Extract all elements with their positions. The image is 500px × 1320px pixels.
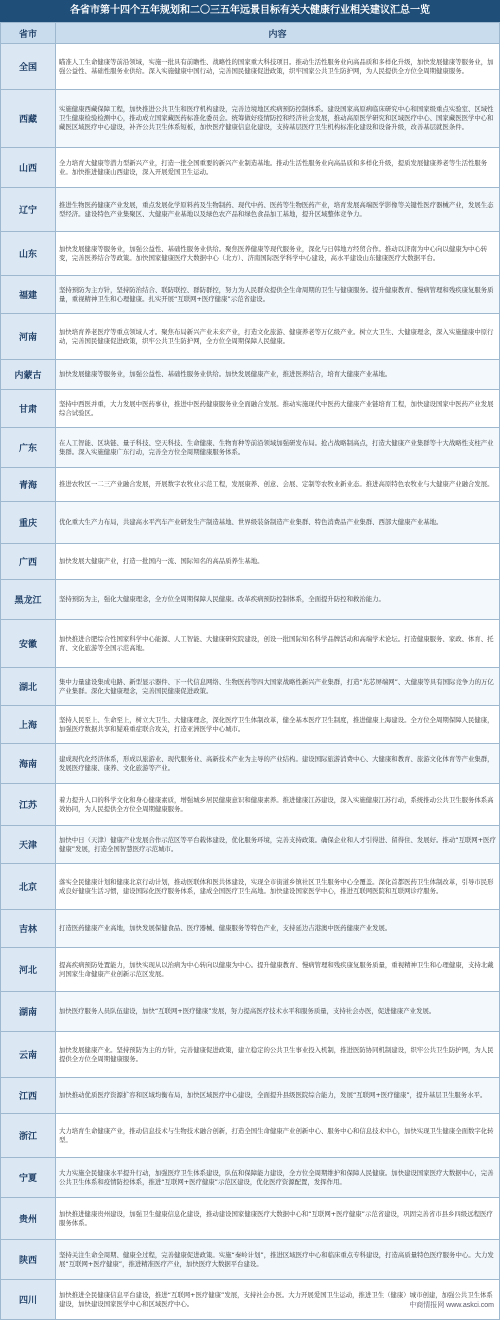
row-province: 河北 [1,948,56,992]
table-row [1,1158,500,1198]
header-province: 省市 [1,23,56,44]
table-row [1,188,500,232]
row-content: 加快发展健康等服务业，加强公益性、基础性服务业供给。聚焦医养健康等现代服务业，深化与日韩地方经贸合作。推动以济南为中心向以健康为中心转变，完善医养结合等政策。加快国家健康医疗大数据中心（北方）、济南国际医学科学中心建设，高水平建设山东健康医疗大数据平台。 [56,232,500,276]
row-content: 在人工智能、区块链、量子科技、空天科技、生命健康、生物育种等前沿领域加强研发布局。抢占战略制高点，打造大健康产业集群等十大战略性支柱产业集群。深入实施健康广东行动，完善全方位全周期健康服务体系。 [56,428,500,468]
row-content: 实施健康西藏保障工程，加快推进公共卫生和医疗机构建设，完善边境地区疾病预防控制体系。建设国家高原病临床研究中心和国家级重点实验室、区域性卫生健康检验检测中心，推动成立国家藏医药标准化委员会。统筹做好疫情防控和经济社会发展，推动高原医学研究和区域医疗中心、国家藏医医学中心和藏医区域医疗中心建设，补齐公共卫生体系短板，加快医疗健康信息化建设，支持基层医疗卫生机构标准化建设和设备升级，改善基层就医条件。 [56,90,500,148]
table-row [1,360,500,390]
row-province: 福建 [1,276,56,314]
row-content: 加快发展大健康产业，打造一批国内一流、国际知名的高品质养生基地。 [56,544,500,580]
row-content: 打造医药健康产业高地，加快发展保健食品、医疗器械、健康服务等特色产业，支持延边吉港澳中医药健康产业发展。 [56,910,500,948]
row-content: 坚持预防为主方针，坚持防治结合、联防联控、群防群控，努力为人民群众提供全生命周期的卫生与健康服务。提升健康教育、慢病管理和残疾康复服务质量，重视精神卫生和心理健康。扎实开展“互联网+医疗健康”示范省建设。 [56,276,500,314]
row-province: 浙江 [1,1114,56,1158]
row-province: 辽宁 [1,188,56,232]
row-province: 贵州 [1,1198,56,1240]
row-province: 江苏 [1,784,56,826]
row-province: 宁夏 [1,1158,56,1198]
row-content: 建成现代化经济体系，形成以旅游业、现代服务业、高新技术产业为主导的产业结构。建设国际旅游消费中心、大健康和教育、旅游文化体育等产业集群，发展医疗健康、康养、文化旅游等产业。 [56,744,500,784]
table-row [1,1114,500,1158]
row-province: 重庆 [1,502,56,544]
row-content: 提高疾病预防处置能力，加快实现从以治病为中心转向以健康为中心。提升健康教育、慢病管理和残疾康复服务质量，重视精神卫生和心理健康，支持北戴河国家生命健康产业创新示范区发展。 [56,948,500,992]
row-content: 落实全民健康计划和健康北京行动计划，推动医联体和医共体建设，实现全市街道乡镇社区卫生服务中心全覆盖。深化首都医药卫生体制改革，引导市民形成良好健康生活习惯，建设国际化医疗服务体系，建成全国医疗卫生高地。加快建设国家医学中心，推进互联网医院和互联网诊疗服务。 [56,864,500,910]
row-content: 大力实施全民健康水平提升行动，加强医疗卫生体系建设，队伍和保障能力建设，全方位全周期维护和保障人民健康。加快建设国家医疗大数据中心，完善公共卫生体系和疫情防控体系，推进“互联网+医疗健康”示范区建设，优化医疗资源配置，发挥作用。 [56,1158,500,1198]
row-province: 广西 [1,544,56,580]
table-row [1,428,500,468]
row-province: 甘肃 [1,390,56,428]
row-content: 加快推进健康贵州建设，加强卫生健康信息化建设，推动建设国家健康医疗大数据中心和“互联网+医疗健康”示范省建设，巩固完善省市县乡四级远程医疗服务体系。 [56,1198,500,1240]
row-province: 天津 [1,826,56,864]
table-row [1,1032,500,1078]
table-header-row [1,23,500,44]
row-content: 加快推进全民健康信息平台建设，推进“互联网+医疗健康”发展，支持社会办医。大力开展爱国卫生运动，推进卫生（健康）城市创建，加强公共卫生体系建设，加快建设国家医学中心和区域医疗中心。 [56,1280,500,1320]
table-body [1,44,500,1320]
row-content: 坚持预防为主，强化大健康理念，全方位全周期保障人民健康。改革疾病预防控制体系，全面提升防控和救治能力。 [56,580,500,620]
row-province: 云南 [1,1032,56,1078]
table-row [1,668,500,706]
row-content: 坚持人民至上、生命至上，树立大卫生、大健康理念，深化医疗卫生体制改革，健全基本医疗卫生制度，推进健康上海建设。全方位全周期保障人民健康，加强医疗数据共享和疑难重症联合攻关，打造亚洲医学中心城市。 [56,706,500,744]
policy-table [0,22,500,1320]
row-province: 吉林 [1,910,56,948]
table-row [1,864,500,910]
header-content: 内容 [56,23,500,44]
table-row [1,580,500,620]
row-content: 加快推动优质医疗资源扩容和区域均衡布局，加快区域医疗中心建设，全面提升县级医院综合能力，发展“互联网+医疗健康”，提升基层卫生服务水平。 [56,1078,500,1114]
row-province: 湖北 [1,668,56,706]
table-row [1,744,500,784]
table-row [1,90,500,148]
row-content: 推进农牧区一二三产业融合发展，开展数字农牧业示范工程，发展康养、创意、会展、定制等农牧业新业态。推进高原特色农牧业与大健康产业融合发展。 [56,468,500,502]
table-row [1,910,500,948]
row-content: 加快推进合肥综合性国家科学中心能源、人工智能、大健康研究院建设，创设一批国际知名科学品牌活动和高端学术论坛。打造健康服务、家政、体育、托育、文化旅游等全国示范高地。 [56,620,500,668]
table-row [1,468,500,502]
row-content: 推进生物医药健康产业发展，重点发展化学原料药及生物制药、现代中药、医药等生物医药产业，培育发展高端医学影像等关键性医疗器械产业，发展生态型经济。建设特色产业集聚区、大健康产业基地以及绿色农产品和绿色食品加工基地，提升区域整体竞争力。 [56,188,500,232]
row-province: 安徽 [1,620,56,668]
row-province: 全国 [1,44,56,90]
row-content: 加快发展健康产业。坚持预防为主的方针，完善健康促进政策，建立稳定的公共卫生事业投入机制，推进医防协同机制建设，织牢公共卫生防护网，为人民提供全方位全周期健康服务。 [56,1032,500,1078]
row-content: 瞄准人工生命健康等前沿领域，实施一批具有前瞻性、战略性的国家重大科技项目。推动生活性服务业向高品质和多样化升级，加快发展健康等服务业，加强公益性、基础性服务业供给。深入实施健康中国行动，完善国民健康促进政策，织牢国家公共卫生防护网，为人民提供全方位全周期健康服务。 [56,44,500,90]
table-row [1,620,500,668]
row-content: 全力培育大健康等潜力型新兴产业，打造一批全国重要的新兴产业制造基地。推动生活性服务业向高品质和多样化升级，提质发展健康养老等生活性服务业。加快推进健康山西建设，深入开展爱国卫生运动。 [56,148,500,188]
table-row [1,276,500,314]
page-title: 各省市第十四个五年规划和二〇三五年远景目标有关大健康行业相关建议汇总一览 [0,0,500,22]
table-row [1,1198,500,1240]
row-province: 上海 [1,706,56,744]
table-row [1,502,500,544]
row-province: 河南 [1,314,56,360]
footer-source: 中商情报网 www.askci.com [409,1302,494,1309]
table-row [1,148,500,188]
row-content: 大力培育生命健康产业，推动信息技术与生物技术融合创新，打造全国生命健康产业创新中心、服务中心和信息技术中心，加快实现卫生健康全面数字化转型。 [56,1114,500,1158]
row-province: 江西 [1,1078,56,1114]
table-row [1,826,500,864]
row-province: 广东 [1,428,56,468]
row-content: 集中力量建设集成电路、新型显示器件、下一代信息网络、生物医药等四大国家战略性新兴产业集群，打造“光芯屏端网”、大健康等具有国际竞争力的万亿产业集群。深化大健康理念，完善国民健康促进政策。 [56,668,500,706]
table-row [1,784,500,826]
row-province: 四川 [1,1280,56,1320]
row-province: 北京 [1,864,56,910]
row-content: 加快发展健康等服务业，加强公益性、基础性服务业供给。加快发展健康产业，推进医养结合，培育大健康产业基地。 [56,360,500,390]
table-row [1,314,500,360]
row-content: 优化重大生产力布局，共建高水平汽车产业研发生产制造基地、世界级装备制造产业集群、特色消费品产业集群、西部大健康产业基地。 [56,502,500,544]
row-content: 加快中日（天津）健康产业发展合作示范区等平台载体建设，优化服务环境，完善支持政策。确保企业和人才引得进、留得住、发展好。推动“互联网+医疗健康”发展，打造全国智慧医疗示范城市。 [56,826,500,864]
table-row [1,948,500,992]
row-province: 海南 [1,744,56,784]
table-row [1,232,500,276]
row-province: 山东 [1,232,56,276]
row-province: 湖南 [1,992,56,1032]
row-content: 加快培育养老医疗等重点领域人才。聚焦布局新兴产业未来产业，打造文化旅游、健康养老等万亿级产业。树立大卫生、大健康理念，深入实施健康中原行动，完善国民健康促进政策，织牢公共卫生防护网，全方位全周期保障人民健康。 [56,314,500,360]
row-content: 坚持关注生命全周期、健康全过程，完善健康促进政策。实施“秦岭计划”，推进区域医疗中心和临床重点专科建设，打造高质量特色医疗服务中心。大力发展“互联网+医疗健康”，推进精准医疗产业，加快医疗大数据平台建设。 [56,1240,500,1280]
table-row [1,544,500,580]
row-content: 坚持中西医并重，大力发展中医药事业，推进中医药健康服务业全面融合发展。推动实施现代中医药大健康产业链培育工程，加快建设国家中医药产业发展综合试验区。 [56,390,500,428]
row-province: 陕西 [1,1240,56,1280]
row-province: 内蒙古 [1,360,56,390]
table-row [1,1240,500,1280]
table-row [1,44,500,90]
table-row [1,390,500,428]
row-content: 着力提升人口的科学文化和身心健康素质，增强城乡居民健康意识和健康素养。推进健康江苏建设，深入实施健康江苏行动，系统推动公共卫生服务体系高效协同，为人民提供全方位全周期健康服务。 [56,784,500,826]
row-province: 黑龙江 [1,580,56,620]
row-province: 山西 [1,148,56,188]
table-row [1,1078,500,1114]
table-row [1,706,500,744]
table-row [1,992,500,1032]
row-province: 青海 [1,468,56,502]
row-content: 加快医疗服务人员队伍建设，加快“互联网+医疗健康”发展，努力提高医疗技术水平和服务质量，支持社会办医，促进健康产业发展。 [56,992,500,1032]
row-province: 西藏 [1,90,56,148]
